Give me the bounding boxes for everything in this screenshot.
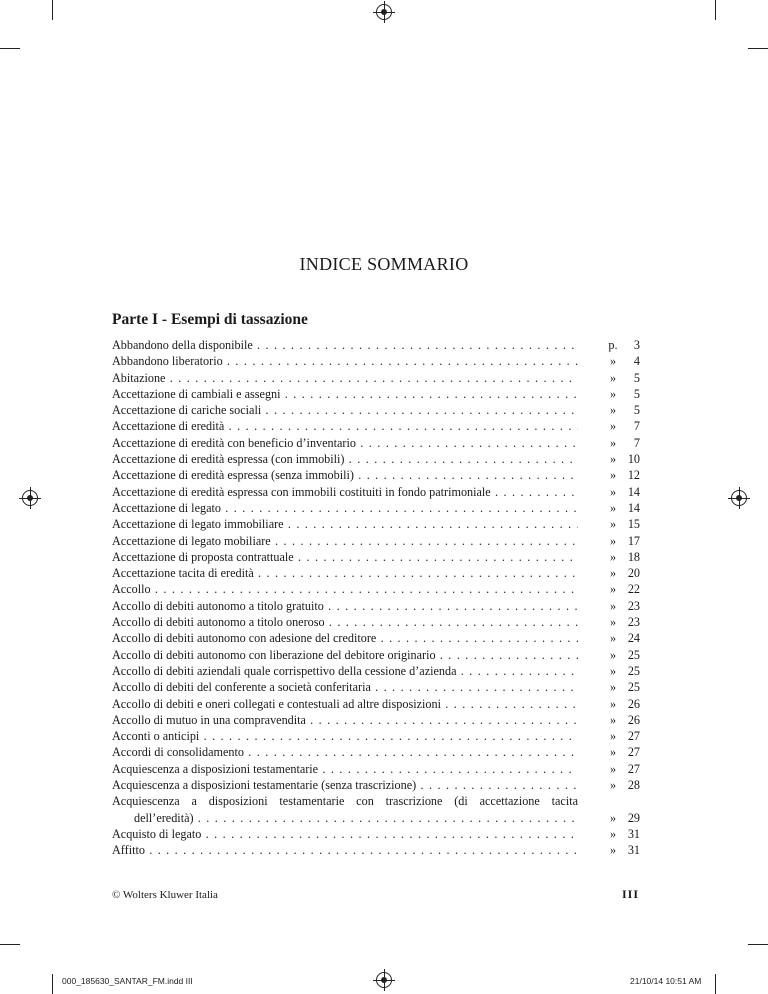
toc-entry-page: 23 (627, 598, 640, 613)
toc-entry-page: 5 (633, 370, 640, 385)
toc-entry-prefix: » (609, 761, 617, 776)
crop-mark (715, 0, 716, 20)
toc-list (112, 337, 640, 793)
toc-entry-text: Accettazione di eredità espressa (con immobili) . . . (112, 451, 578, 467)
section-heading: Parte I - Esempi di tassazione (112, 311, 308, 328)
toc-entry-page: 5 (633, 403, 640, 418)
crop-mark (52, 974, 53, 994)
toc-entry-text: Acquiescenza a disposizioni testamentarie con trascrizione (di accettazione tacita (112, 794, 578, 809)
toc-entry-prefix: » (609, 647, 617, 662)
toc-entry-text: Accettazione di eredità espressa (senza immobili) . . . (112, 467, 578, 483)
toc-entry-prefix: p. (608, 338, 618, 352)
toc-entry-page: 14 (627, 500, 640, 515)
toc-entry[interactable] (112, 484, 640, 500)
toc-entry-prefix: » (609, 566, 617, 581)
toc-entry-page: 5 (633, 386, 640, 401)
toc-entry-prefix: » (609, 500, 617, 515)
toc-entry[interactable] (112, 696, 640, 712)
registration-mark-icon (22, 490, 38, 506)
toc-entry-page: 7 (633, 435, 640, 450)
toc-entry[interactable] (112, 418, 640, 434)
toc-entry[interactable] (112, 549, 640, 565)
toc-entry-prefix: » (609, 729, 617, 744)
toc-entry-text: Accettazione tacita di eredità . . . (112, 565, 578, 581)
toc-entry-text: Accollo di debiti del conferente a società conferitaria . . . (112, 679, 578, 695)
toc-entry-text: Accettazione di proposta contrattuale . . . (112, 549, 578, 565)
copyright-notice: © Wolters Kluwer Italia (112, 889, 218, 901)
registration-mark-icon (731, 490, 747, 506)
toc-entry-page: 25 (627, 663, 640, 678)
toc-entry-prefix: » (609, 435, 617, 450)
toc-entry[interactable] (112, 581, 640, 597)
toc-entry-prefix: » (609, 843, 617, 858)
toc-entry-prefix: » (609, 615, 617, 630)
toc-entry-text: Accollo di debiti autonomo a titolo oneroso . . . (112, 614, 578, 630)
toc-entry-prefix: » (609, 370, 617, 385)
toc-entry-text: Accollo di debiti autonomo con adesione del creditore . . . (112, 630, 578, 646)
toc-entry-text: Accollo di debiti autonomo con liberazione del debitore originario . . . (112, 647, 578, 663)
toc-entry-page: 25 (627, 680, 640, 695)
toc-entry-prefix: » (609, 778, 617, 793)
toc-entry-text: Accordi di consolidamento . . . (112, 744, 578, 760)
toc-entry-page: 22 (627, 582, 640, 597)
toc-entry-prefix: » (609, 680, 617, 695)
toc-entry-page: 17 (627, 533, 640, 548)
toc-entry-text: Acquiescenza a disposizioni testamentarie (senza trascrizione) . . . (112, 777, 578, 793)
toc-entry-prefix: » (609, 696, 617, 711)
toc-entry[interactable] (112, 728, 640, 744)
toc-entry-page: 14 (627, 484, 640, 499)
toc-entry-text: Accettazione di eredità espressa con immobili costituiti in fondo patrimoniale . . . (112, 484, 578, 500)
toc-entry-prefix: » (609, 468, 617, 483)
toc-entry-text: Affitto . . . (112, 842, 578, 858)
toc-entry-page: 27 (627, 745, 640, 760)
crop-mark (748, 48, 768, 49)
toc-entry-prefix: » (609, 582, 617, 597)
toc-entry-text: Accettazione di cariche sociali . . . (112, 402, 578, 418)
toc-entry[interactable] (112, 337, 640, 353)
toc-entry-page: 28 (627, 778, 640, 793)
toc-entry[interactable] (112, 647, 640, 663)
toc-entry-prefix: » (609, 354, 617, 369)
toc-entry[interactable] (112, 712, 640, 728)
toc-entry-text: Abbandono della disponibile . . . (112, 337, 578, 353)
toc-entry[interactable] (112, 663, 640, 679)
toc-entry-prefix: » (609, 403, 617, 418)
toc-entry-page: 27 (627, 761, 640, 776)
toc-entry-text: Accollo di mutuo in una compravendita . . . (112, 712, 578, 728)
toc-entry-prefix: » (609, 386, 617, 401)
toc-entry-page: 23 (627, 615, 640, 630)
toc-entry-text: Accettazione di legato immobiliare . . . (112, 516, 578, 532)
toc-entry[interactable] (112, 565, 640, 581)
toc-entry-prefix: » (609, 745, 617, 760)
toc-entry[interactable] (112, 598, 640, 614)
toc-entry[interactable] (112, 679, 640, 695)
toc-entry-prefix: » (609, 484, 617, 499)
toc-entry[interactable] (112, 614, 640, 630)
toc-entry-prefix: » (609, 517, 617, 532)
toc-entry-page: 12 (627, 468, 640, 483)
toc-entry-prefix: » (609, 663, 617, 678)
toc-entry-text: Accollo di debiti e oneri collegati e contestuali ad altre disposizioni . . . (112, 696, 578, 712)
toc-entry-page: 20 (627, 566, 640, 581)
toc-entry[interactable] (112, 370, 640, 386)
toc-entry[interactable] (112, 386, 640, 402)
toc-entry-page: 24 (627, 631, 640, 646)
page-number: III (622, 887, 640, 901)
toc-list (112, 826, 640, 859)
toc-entry-page: 26 (627, 696, 640, 711)
toc-entry[interactable] (112, 842, 640, 858)
toc-entry[interactable] (112, 451, 640, 467)
toc-entry-prefix: » (609, 631, 617, 646)
toc-entry-text: Acquisto di legato . . . (112, 826, 578, 842)
toc-entry-prefix: » (609, 533, 617, 548)
table-of-contents (112, 337, 640, 859)
toc-entry[interactable] (112, 744, 640, 760)
toc-entry-page: 15 (627, 517, 640, 532)
toc-entry[interactable] (112, 500, 640, 516)
toc-entry-text: Abitazione . . . (112, 370, 578, 386)
toc-entry-page: 31 (627, 843, 640, 858)
crop-mark (0, 944, 20, 945)
toc-entry-text: Acquiescenza a disposizioni testamentarie . . . (112, 761, 578, 777)
toc-entry-page: 7 (633, 419, 640, 434)
toc-entry[interactable] (112, 467, 640, 483)
crop-mark (0, 48, 20, 49)
toc-entry[interactable] (112, 402, 640, 418)
toc-entry-text: Accollo di debiti aziendali quale corrispettivo della cessione d’azienda . . . (112, 663, 578, 679)
crop-mark (52, 0, 53, 20)
toc-entry[interactable] (112, 810, 640, 826)
toc-entry-prefix: » (609, 810, 617, 825)
toc-entry-page: 25 (627, 647, 640, 662)
registration-mark-icon (376, 4, 392, 20)
page-title: INDICE SOMMARIO (299, 254, 469, 274)
toc-entry-page: 10 (627, 452, 640, 467)
toc-entry-text: Abbandono liberatorio . . . (112, 353, 578, 369)
toc-entry-page: 27 (627, 729, 640, 744)
toc-entry-page: 29 (627, 810, 640, 825)
toc-entry-text: Accettazione di legato . . . (112, 500, 578, 516)
toc-entry-page: 18 (627, 549, 640, 564)
toc-entry-text: Accollo . . . (112, 581, 578, 597)
toc-entry[interactable] (112, 533, 640, 549)
toc-entry-text: Accettazione di eredità . . . (112, 418, 578, 434)
print-slug-timestamp: 21/10/14 10:51 AM (630, 976, 702, 986)
toc-entry-text: Accettazione di cambiali e assegni . . . (112, 386, 578, 402)
crop-mark (715, 974, 716, 994)
registration-mark-icon (376, 972, 392, 988)
toc-entry-text: dell’eredità) . . . (134, 810, 578, 826)
toc-entry-text: Accettazione di eredità con beneficio d’inventario . . . (112, 435, 578, 451)
toc-entry-text: Acconti o anticipi . . . (112, 728, 578, 744)
toc-entry-page: 3 (633, 338, 640, 352)
toc-entry[interactable] (112, 761, 640, 777)
toc-entry-prefix: » (609, 826, 617, 841)
toc-entry-text: Accettazione di legato mobiliare . . . (112, 533, 578, 549)
toc-entry-prefix: » (609, 419, 617, 434)
toc-entry[interactable] (112, 826, 640, 842)
crop-mark (748, 944, 768, 945)
toc-entry[interactable] (112, 630, 640, 646)
toc-entry-prefix: » (609, 549, 617, 564)
toc-entry-prefix: » (609, 712, 617, 727)
print-slug-file: 000_185630_SANTAR_FM.indd III (62, 976, 193, 986)
toc-entry[interactable] (112, 777, 640, 793)
toc-entry-prefix: » (609, 598, 617, 613)
toc-entry[interactable] (112, 516, 640, 532)
toc-entry-text: Accollo di debiti autonomo a titolo gratuito . . . (112, 598, 578, 614)
toc-entry[interactable] (112, 793, 640, 809)
toc-entry-page: 31 (627, 826, 640, 841)
toc-entry-page: 26 (627, 712, 640, 727)
toc-entry[interactable] (112, 435, 640, 451)
toc-entry-page: 4 (633, 354, 640, 369)
toc-entry[interactable] (112, 353, 640, 369)
toc-entry-prefix: » (609, 452, 617, 467)
